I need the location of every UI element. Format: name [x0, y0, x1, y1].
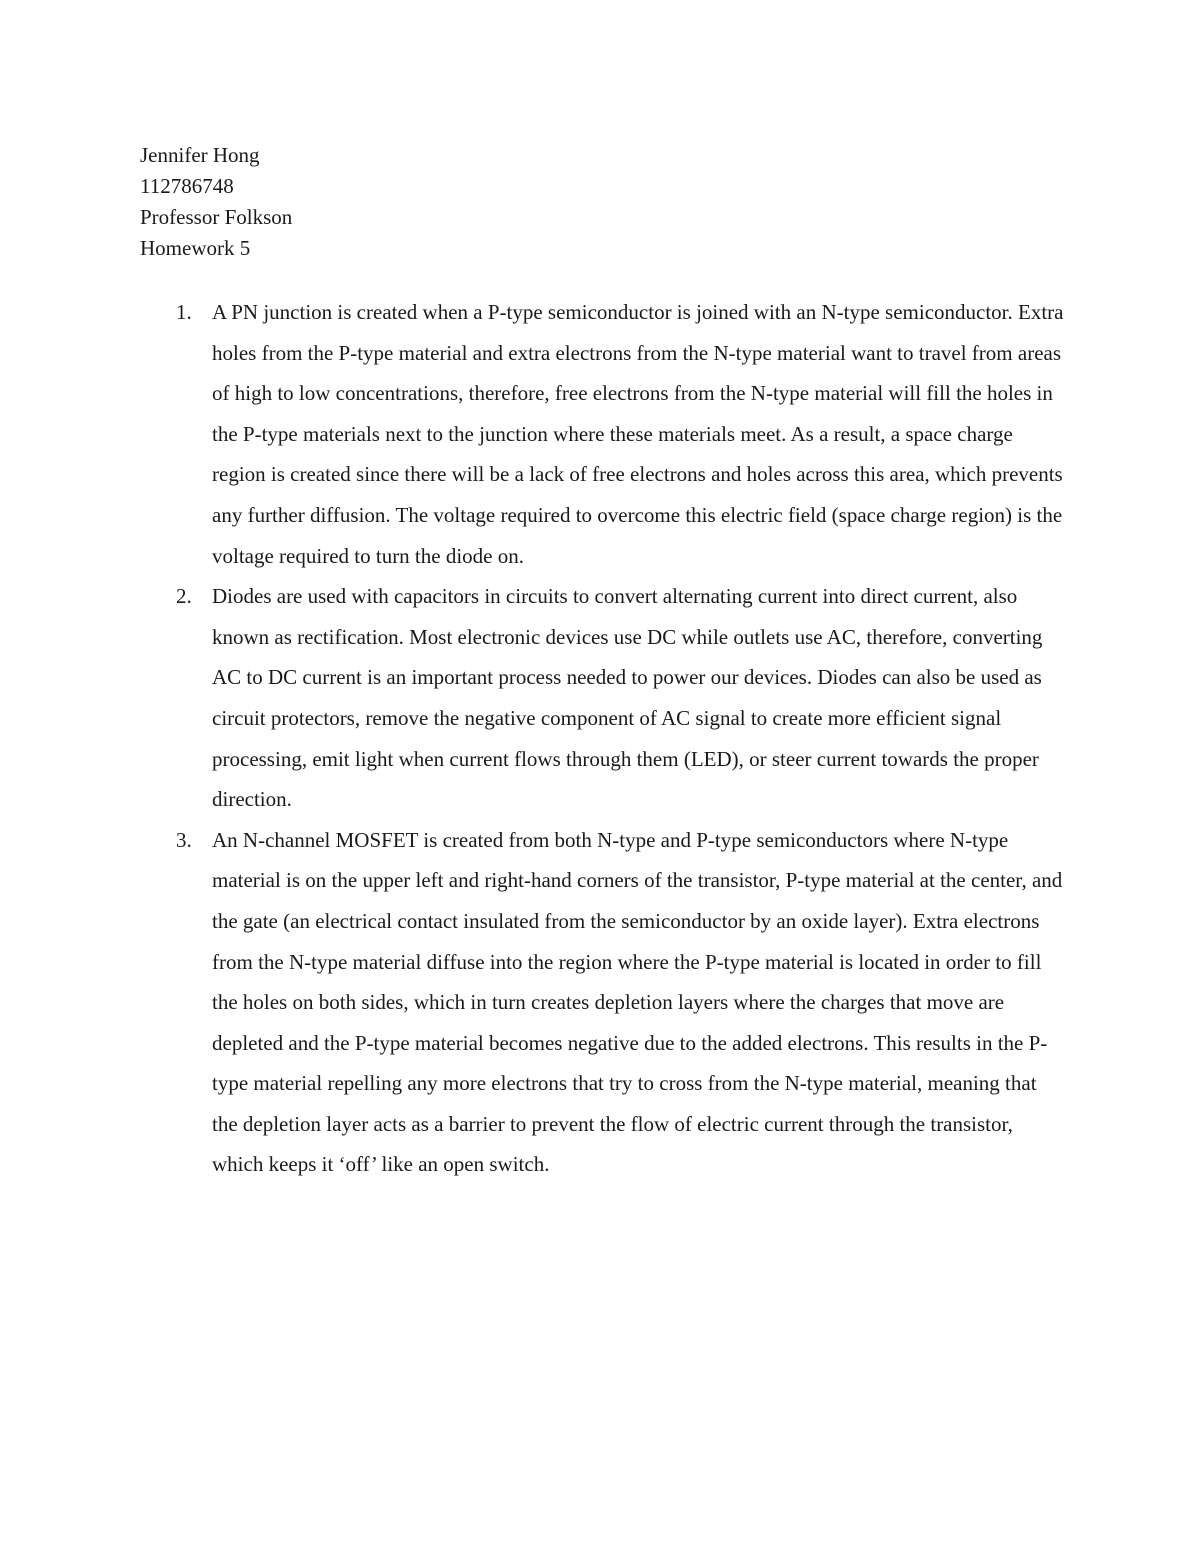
assignment-title: Homework 5	[140, 236, 251, 260]
answer-text: An N-channel MOSFET is created from both N-type and P-type semiconductors where N-type material is on the upper left and right-hand corners of the transistor, P-type material at the center, and the gate (an electrical contact insulated from the semiconductor by an oxide layer). Extra electrons from the N-type material diffuse into the region where the P-type material is located in order to fill the holes on both sides, which in turn creates depletion layers where the charges that move are depleted and the P-type material becomes negative due to the added electrons. This results in the P-type material repelling any more electrons that try to cross from the N-type material, meaning that the depletion layer acts as a barrier to prevent the flow of electric current through the transistor, which keeps it ‘off’ like an open switch.	[212, 827, 1063, 1177]
document-header	[140, 140, 292, 264]
answer-list	[140, 292, 1065, 1185]
answer-number: 3.	[176, 827, 192, 852]
answer-item	[140, 576, 1065, 820]
answer-number: 2.	[176, 584, 192, 609]
answer-text: Diodes are used with capacitors in circuits to convert alternating current into direct current, also known as rectification. Most electronic devices use DC while outlets use AC, therefore, converting AC to DC current is an important process needed to power our devices. Diodes can also be used as circuit protectors, remove the negative component of AC signal to create more efficient signal processing, emit light when current flows through them (LED), or steer current towards the proper direction.	[212, 584, 1043, 812]
answer-number: 1.	[176, 300, 192, 324]
answer-item	[140, 820, 1065, 1185]
student-id: 112786748	[140, 174, 234, 198]
answer-item	[140, 292, 1065, 576]
professor-name: Professor Folkson	[140, 205, 293, 229]
student-name: Jennifer Hong	[140, 143, 260, 167]
answer-text: A PN junction is created when a P-type semiconductor is joined with an N-type semiconductor. Extra holes from the P-type material and extra electrons from the N-type material want to travel from areas of high to low concentrations, therefore, free electrons from the N-type material will fill the holes in the P-type materials next to the junction where these materials meet. As a result, a space charge region is created since there will be a lack of free electrons and holes across this area, which prevents any further diffusion. The voltage required to overcome this electric field (space charge region) is the voltage required to turn the diode on.	[212, 300, 1064, 568]
